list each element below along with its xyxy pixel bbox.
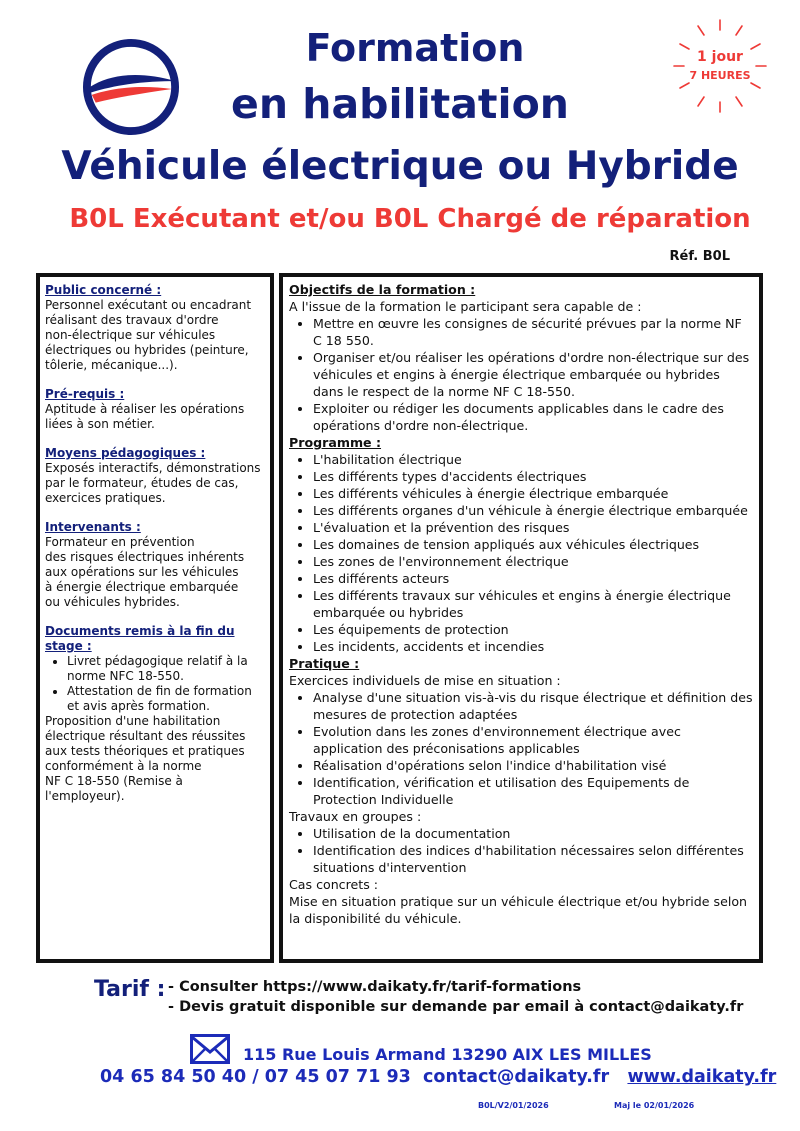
documents-line: Proposition d'une habilitation [45,714,221,728]
pratique-item: • Utilisation de la documentation [313,825,753,842]
programme-item: • Les différents types d'accidents électriques [313,468,753,485]
documents-item: • Attestation de fin de formation et avis après formation. [67,684,265,714]
moyens-line: exercices pratiques. [45,491,166,505]
title-line-2: en habilitation [231,80,569,128]
phone-numbers[interactable]: 04 65 84 50 40 / 07 45 07 71 93 [100,1067,411,1087]
pratique-intro-cases: Cas concrets : [289,877,379,892]
tarif-quote-line[interactable]: - Devis gratuit disponible sur demande par email à contact@daikaty.fr [168,999,744,1015]
documents-line: aux tests théoriques et pratiques [45,744,245,758]
moyens-line: Exposés interactifs, démonstrations [45,461,261,475]
objectifs-intro: A l'issue de la formation le participant sera capable de : [289,299,642,314]
public-line: Personnel exécutant ou encadrant [45,298,252,312]
intervenants-line: des risques électriques inhérents [45,550,245,564]
public-title: Public concerné : [45,283,162,297]
pratique-item: • Evolution dans les zones d'environnement électrique avec application des préconisations applicables [313,723,753,757]
prerequis-title: Pré-requis : [45,387,125,401]
pratique-intro-group: Travaux en groupes : [289,809,422,824]
public-line: tôlerie, mécanique...). [45,358,178,372]
programme-list [289,451,753,655]
pratique-individual-list [289,689,753,808]
pratique-item: • Analyse d'une situation vis-à-vis du risque électrique et définition des mesures de protection adaptées [313,689,753,723]
programme-item: • L'évaluation et la prévention des risques [313,519,753,536]
documents-list [45,654,265,714]
badge-hours: 7 HEURES [689,69,751,82]
objectifs-item: • Exploiter ou rédiger les documents applicables dans le cadre des opérations d'ordre non-électrique. [313,400,753,434]
document-version: B0L/V2/01/2026 [478,1101,549,1110]
tarif-consult-line[interactable]: - Consulter https://www.daikaty.fr/tarif-formations [168,979,582,995]
programme-item: • Les domaines de tension appliqués aux véhicules électriques [313,536,753,553]
email-link[interactable]: contact@daikaty.fr [423,1067,610,1087]
programme-item: • Les zones de l'environnement électrique [313,553,753,570]
documents-line: conformément à la norme [45,759,202,773]
title-line-3: Véhicule électrique ou Hybride [61,144,739,189]
website-link[interactable]: www.daikaty.fr [627,1067,777,1087]
pratique-item: • Identification, vérification et utilisation des Equipements de Protection Individuelle [313,774,753,808]
subtitle: B0L Exécutant et/ou B0L Chargé de réparation [69,204,751,234]
objectifs-item: • Organiser et/ou réaliser les opérations d'ordre non-électrique sur des véhicules et engins à énergie électrique embarquée ou hybrides dans le respect de la norme NF C 18-550. [313,349,753,400]
tarif-label: Tarif : [94,977,166,1002]
title-line-1: Formation [305,26,525,70]
public-line: réalisant des travaux d'ordre [45,313,219,327]
pratique-intro-individual: Exercices individuels de mise en situation : [289,673,561,688]
pratique-title: Pratique : [289,656,360,671]
pratique-group-list [289,825,753,876]
prerequis-line: Aptitude à réaliser les opérations [45,402,245,416]
programme-title: Programme : [289,435,382,450]
documents-line: électrique résultant des réussites [45,729,246,743]
left-info-box [36,273,274,963]
programme-item: • Les différents acteurs [313,570,753,587]
intervenants-line: ou véhicules hybrides. [45,595,180,609]
public-line: non-électrique sur véhicules [45,328,216,342]
address: 115 Rue Louis Armand 13290 AIX LES MILLES [243,1045,652,1064]
badge-duration: 1 jour [697,49,743,65]
objectifs-list [289,315,753,434]
moyens-title: Moyens pédagogiques : [45,446,206,460]
intervenants-line: Formateur en prévention [45,535,195,549]
documents-item: • Livret pédagogique relatif à la norme NFC 18-550. [67,654,265,684]
documents-title: Documents remis à la fin du stage : [45,624,235,653]
intervenants-line: aux opérations sur les véhicules [45,565,239,579]
pratique-closing: Mise en situation pratique sur un véhicule électrique et/ou hybride selon la disponibilité du véhicule. [289,894,748,926]
public-line: électriques ou hybrides (peinture, [45,343,249,357]
prerequis-line: liées à son métier. [45,417,155,431]
right-info-box [279,273,763,963]
pratique-item: • Réalisation d'opérations selon l'indice d'habilitation visé [313,757,753,774]
programme-item: • Les différents véhicules à énergie électrique embarquée [313,485,753,502]
objectifs-item: • Mettre en œuvre les consignes de sécurité prévues par la norme NF C 18 550. [313,315,753,349]
programme-item: • Les équipements de protection [313,621,753,638]
intervenants-line: à énergie électrique embarquée [45,580,239,594]
programme-item: • L'habilitation électrique [313,451,753,468]
programme-item: • Les incidents, accidents et incendies [313,638,753,655]
moyens-line: par le formateur, études de cas, [45,476,239,490]
duration-badge-rays-icon [672,18,768,114]
programme-item: • Les différents travaux sur véhicules et engins à énergie électrique embarquée ou hybrides [313,587,753,621]
contact-line [100,1067,776,1087]
reference: Réf. B0L [669,249,730,264]
objectifs-title: Objectifs de la formation : [289,282,476,297]
documents-line: NF C 18-550 (Remise à l'employeur). [45,774,183,803]
intervenants-title: Intervenants : [45,520,141,534]
update-date: Maj le 02/01/2026 [614,1101,695,1110]
programme-item: • Les différents organes d'un véhicule à énergie électrique embarquée [313,502,753,519]
pratique-item: • Identification des indices d'habilitation nécessaires selon différentes situations d'intervention [313,842,753,876]
mail-icon [190,1034,230,1064]
